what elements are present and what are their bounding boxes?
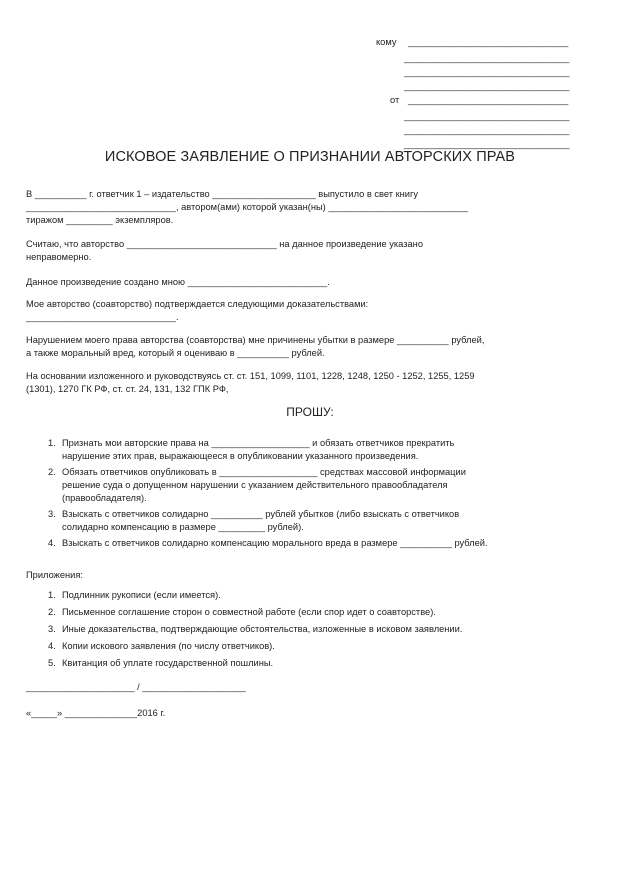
sender-line[interactable]: ________________________________ (404, 111, 570, 121)
sender-line[interactable]: _______________________________ (408, 95, 569, 105)
paragraph-line: На основании изложенного и руководствуясь ст. ст. 151, 1099, 1101, 1228, 1248, 1250 - 1252, 1255, 1259 (26, 371, 475, 381)
list-item (48, 657, 596, 670)
list-text: Копии искового заявления (по числу ответчиков). (62, 641, 275, 651)
addressee-line[interactable]: ________________________________ (404, 67, 570, 77)
signature-line[interactable]: _____________________ / ____________________ (26, 682, 246, 692)
request-list (48, 437, 596, 550)
paragraph-line: В __________ г. ответчик 1 – издательство ____________________ выпустило в свет книгу (26, 189, 419, 199)
list-number: 4. (48, 538, 56, 548)
list-item (48, 466, 596, 505)
sender-label: от (390, 95, 400, 105)
list-line: Взыскать с ответчиков солидарно компенсацию морального вреда в размере __________ рублей. (62, 538, 488, 548)
list-number: 1. (48, 590, 56, 600)
list-text: Иные доказательства, подтверждающие обстоятельства, изложенные в исковом заявлении. (62, 624, 463, 634)
list-item (48, 589, 596, 602)
list-line: Признать мои авторские права на ___________________ и обязать ответчиков прекратить (62, 438, 455, 448)
paragraph-legal-basis (26, 370, 596, 396)
list-item (48, 606, 596, 619)
list-line: Взыскать с ответчиков солидарно __________ рублей убытков (либо взыскать с ответчиков (62, 509, 460, 519)
list-line: решение суда о допущенном нарушении с указанием действительного правообладателя (62, 480, 448, 490)
paragraph-line: (1301), 1270 ГК РФ, ст. ст. 24, 131, 132 ГПК РФ, (26, 384, 229, 394)
list-item (48, 508, 596, 534)
list-item (48, 623, 596, 636)
addressee-label: кому (376, 37, 397, 47)
list-number: 2. (48, 607, 56, 617)
list-number: 5. (48, 658, 56, 668)
attachments-list (48, 589, 596, 670)
date-line[interactable]: «_____» ______________2016 г. (26, 708, 166, 718)
paragraph-line: неправомерно. (26, 252, 92, 262)
paragraph-line: тиражом _________ экземпляров. (26, 215, 174, 225)
paragraph-line: Мое авторство (соавторство) подтверждается следующими доказательствами: (26, 299, 369, 309)
list-line: (правообладателя). (62, 493, 147, 503)
paragraph-line: _____________________________. (26, 312, 179, 322)
addressee-line[interactable]: ________________________________ (404, 81, 570, 91)
paragraph-evidence (26, 298, 596, 324)
paragraph-damages (26, 334, 596, 360)
addressee-line[interactable]: ________________________________ (404, 53, 570, 63)
paragraph-line: Данное произведение создано мною ___________________________. (26, 277, 330, 287)
attachments-label: Приложения: (26, 570, 83, 580)
list-item (48, 537, 596, 550)
list-number: 2. (48, 467, 56, 477)
paragraph-line: а также моральный вред, который я оцениваю в __________ рублей. (26, 348, 325, 358)
list-item (48, 640, 596, 653)
paragraph-line: _____________________________, автором(ами) которой указан(ны) ___________________________ (26, 202, 468, 212)
paragraph-creation (26, 276, 596, 289)
paragraph-line: Нарушением моего права авторства (соавторства) мне причинены убытки в размере __________ рублей, (26, 335, 485, 345)
paragraph-publication (26, 188, 596, 227)
list-line: нарушение этих прав, выражающееся в опубликовании указанного произведения. (62, 451, 419, 461)
list-line: Обязать ответчиков опубликовать в ___________________ средствах массовой информации (62, 467, 466, 477)
list-number: 3. (48, 509, 56, 519)
list-number: 4. (48, 641, 56, 651)
addressee-line[interactable]: _______________________________ (408, 37, 569, 47)
list-number: 3. (48, 624, 56, 634)
list-item (48, 437, 596, 463)
list-text: Квитанция об уплате государственной пошлины. (62, 658, 274, 668)
sender-line[interactable]: ________________________________ (404, 125, 570, 135)
document-title: ИСКОВОЕ ЗАЯВЛЕНИЕ О ПРИЗНАНИИ АВТОРСКИХ ПРАВ (104, 149, 516, 165)
paragraph-line: Считаю, что авторство _____________________________ на данное произведение указано (26, 239, 423, 249)
list-number: 1. (48, 438, 56, 448)
sender-line[interactable]: ________________________________ (404, 139, 570, 149)
list-text: Подлинник рукописи (если имеется). (62, 590, 221, 600)
list-line: солидарно компенсацию в размере _________ рублей). (62, 522, 304, 532)
list-text: Письменное соглашение сторон о совместной работе (если спор идет о соавторстве). (62, 607, 436, 617)
request-heading: ПРОШУ: (286, 405, 334, 419)
paragraph-authorship-claim (26, 238, 596, 264)
